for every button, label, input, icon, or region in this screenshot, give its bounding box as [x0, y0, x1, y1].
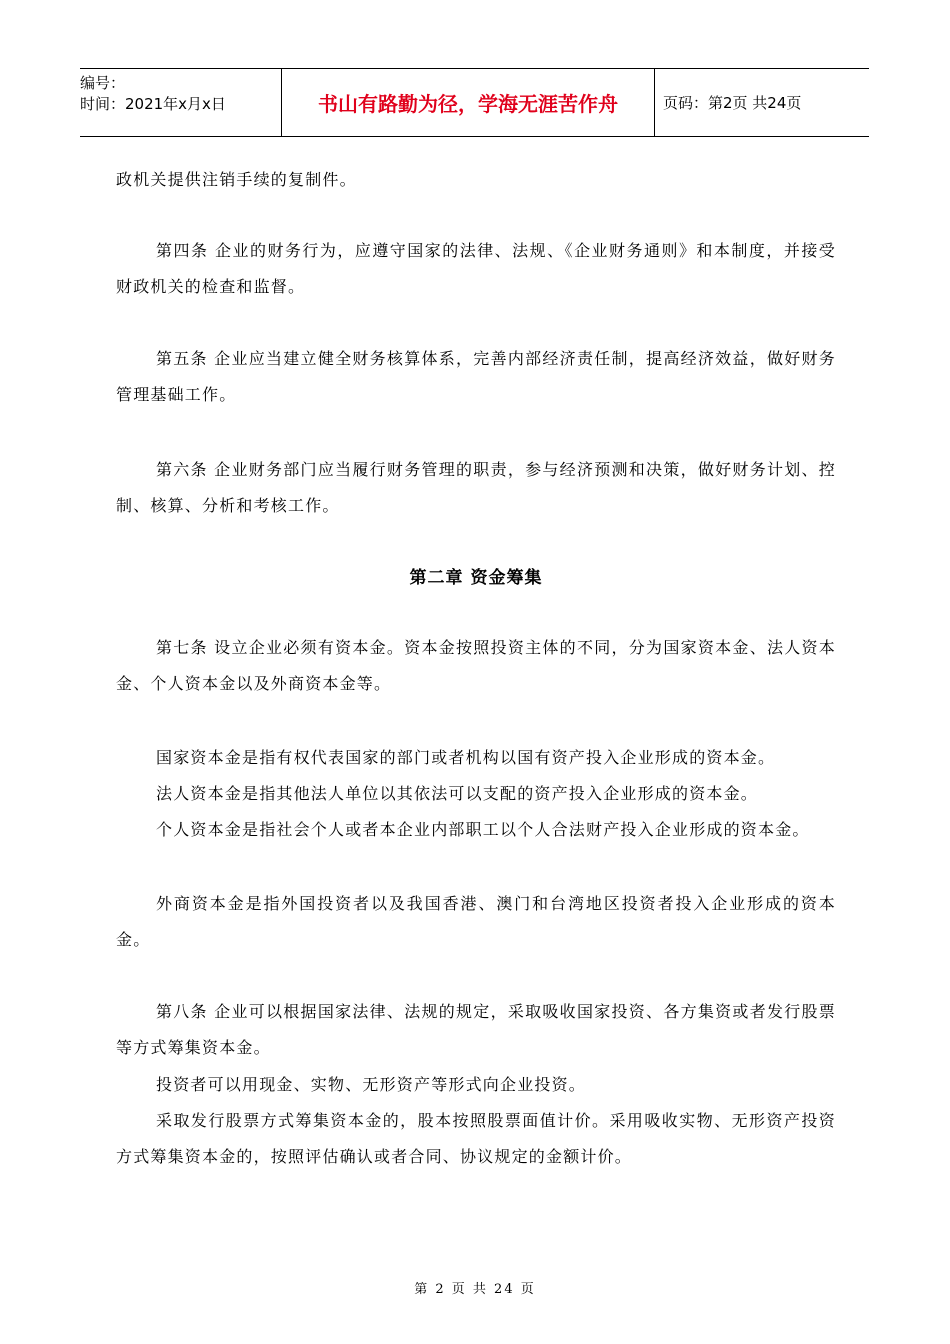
- paragraph-legal-person-capital: 法人资本金是指其他法人单位以其依法可以支配的资产投入企业形成的资本金。: [156, 784, 759, 803]
- paragraph-valuation: 采取发行股票方式筹集资本金的，股本按照股票面值计价。采用吸收实物、无形资产投资方式筹集资本金的，按照评估确认或者合同、协议规定的金额计价。: [116, 1111, 836, 1166]
- paragraph-foreign-capital: 外商资本金是指外国投资者以及我国香港、澳门和台湾地区投资者投入企业形成的资本金。: [116, 894, 836, 949]
- paragraph-article-7: 第七条 设立企业必须有资本金。资本金按照投资主体的不同，分为国家资本金、法人资本金、个人资本金以及外商资本金等。: [116, 638, 836, 693]
- chapter-heading: 第二章 资金筹集: [409, 568, 543, 588]
- paragraph-article-6: 第六条 企业财务部门应当履行财务管理的职责，参与经济预测和决策，做好财务计划、控制、核算、分析和考核工作。: [116, 460, 836, 515]
- document-number-label: 编号：: [80, 74, 126, 92]
- paragraph-article-8: 第八条 企业可以根据国家法律、法规的规定，采取吸收国家投资、各方集资或者发行股票等方式筹集资本金。: [116, 1002, 836, 1057]
- header-motto: 书山有路勤为径，学海无涯苦作舟: [282, 69, 655, 136]
- paragraph-article-5: 第五条 企业应当建立健全财务核算体系，完善内部经济责任制，提高经济效益，做好财务管理基础工作。: [116, 349, 836, 404]
- paragraph-individual-capital: 个人资本金是指社会个人或者本企业内部职工以个人合法财产投入企业形成的资本金。: [156, 820, 810, 839]
- header-meta: [80, 69, 282, 136]
- page-footer: 第 2 页 共 24 页: [414, 1282, 536, 1297]
- paragraph-investment-forms: 投资者可以用现金、实物、无形资产等形式向企业投资。: [156, 1075, 587, 1094]
- header-page-info: 页码：第2页 共24页: [663, 94, 802, 112]
- paragraph-continuation: 政机关提供注销手续的复制件。: [116, 170, 357, 189]
- paragraph-article-4: 第四条 企业的财务行为，应遵守国家的法律、法规、《企业财务通则》和本制度，并接受财政机关的检查和监督。: [116, 241, 836, 296]
- document-time-label: 时间：2021年x月x日: [80, 95, 226, 113]
- page-header: [80, 68, 869, 137]
- paragraph-state-capital: 国家资本金是指有权代表国家的部门或者机构以国有资产投入企业形成的资本金。: [156, 748, 776, 767]
